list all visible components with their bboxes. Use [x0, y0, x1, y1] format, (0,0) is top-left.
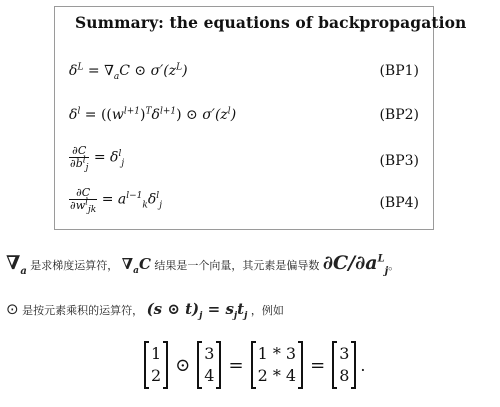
equals-operator: = [310, 354, 326, 376]
summary-title: Summary: the equations of backpropagation [75, 13, 467, 32]
hadamard-definition: (s ⊙ $t)_j = s_jt_j$ [146, 300, 248, 321]
hadamard-example [140, 340, 365, 390]
gradient-note-text-b: 结果是一个向量，其元素是偏导数 [154, 259, 320, 272]
matrix-b-entry: 4 [204, 366, 215, 385]
matrix-b-entry: 3 [204, 344, 215, 363]
matrix-a-entry: 1 [151, 344, 162, 363]
nabla-a-c-symbol: $\nabla_aC$ [121, 255, 151, 276]
matrix-c [251, 341, 304, 389]
equation-bp2: $\delta^l = ((w^{l+1})^T\delta^{l+1})$ ⊙ $\sigma'(z^l)$ [69, 106, 237, 123]
equation-tag-bp1: (BP1) [379, 63, 419, 79]
gradient-note [6, 252, 400, 277]
matrix-d-entry: 3 [339, 344, 350, 363]
matrix-d-entry: 8 [339, 366, 350, 385]
equation-tag-bp4: (BP4) [379, 195, 419, 211]
gradient-note-end: 。 [388, 259, 400, 272]
equation-bp4: $\frac{\partial C}{\partial w^l_{jk}}$ = $a^{l-1}_k\delta^l_j$ [70, 186, 162, 216]
equation-tag-bp3: (BP3) [379, 153, 419, 169]
nabla-a-symbol: $\nabla_a$ [6, 252, 27, 277]
odot-symbol: ⊙ [6, 300, 19, 318]
summary-box [54, 6, 467, 230]
hadamard-note-text-a: 是按元素乘积的运算符， [22, 304, 144, 317]
hadamard-note-text-b: ，例如 [250, 304, 284, 317]
equation-bp3: $\frac{\partial C}{\partial b^l_j}$ = $\delta^l_j$ [70, 144, 125, 174]
matrix-a [144, 341, 168, 389]
matrix-c-entry: 2 * 4 [257, 366, 297, 385]
matrix-b [197, 341, 221, 389]
equation-tag-bp2: (BP2) [379, 107, 419, 123]
matrix-c-entry: 1 * 3 [257, 344, 297, 363]
matrix-d [332, 341, 356, 389]
odot-operator: ⊙ [175, 354, 191, 376]
partial-derivative-symbol: $\partial C/\partial a^L_j$ [322, 252, 389, 277]
equation-bp1: $\delta^L = \nabla_aC$ ⊙ $\sigma'(z^L)$ [69, 62, 188, 82]
gradient-note-text-a: 是求梯度运算符， [30, 259, 119, 272]
hadamard-note [6, 300, 284, 321]
matrix-a-entry: 2 [151, 366, 162, 385]
period: . [360, 355, 366, 375]
equals-operator: = [228, 354, 244, 376]
